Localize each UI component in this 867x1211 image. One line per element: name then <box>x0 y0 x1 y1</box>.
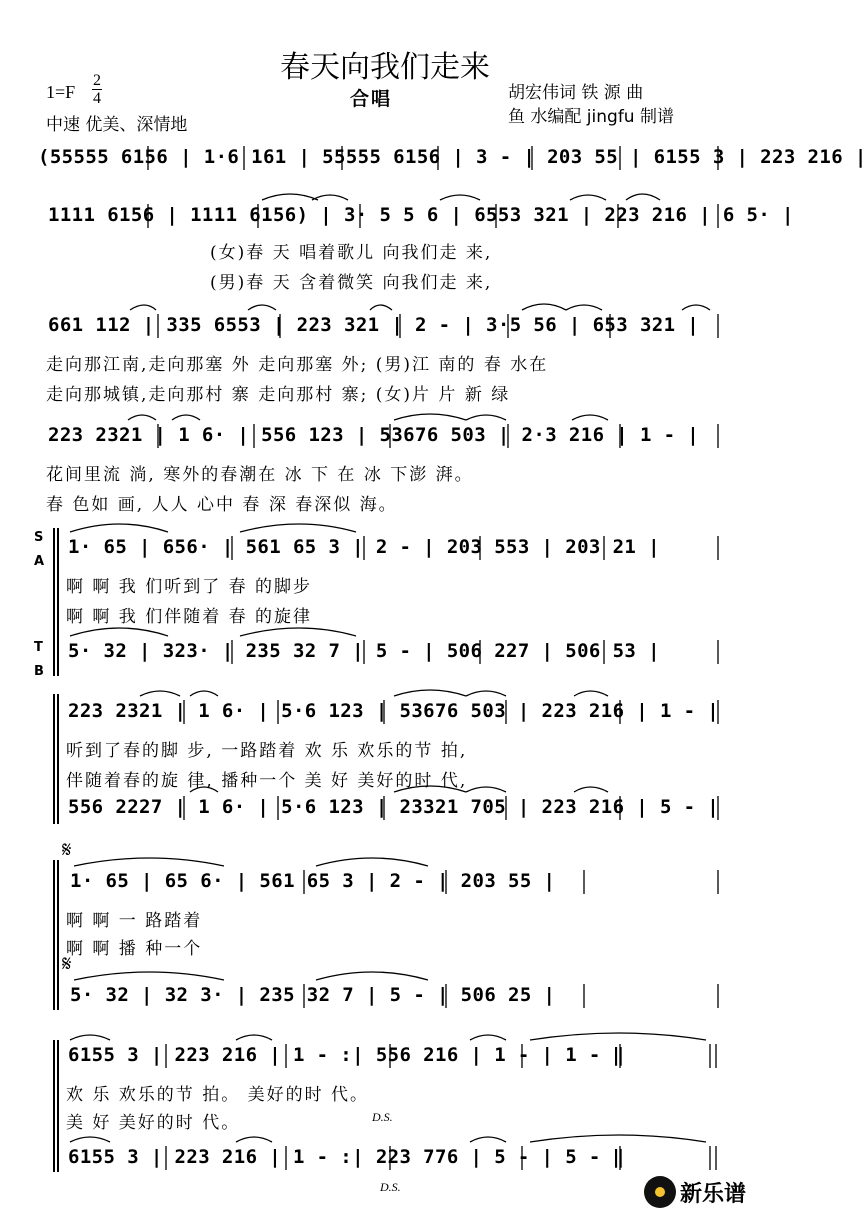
part-label-tenor: T <box>34 640 43 655</box>
credit-composers: 胡宏伟词 铁 源 曲 <box>508 83 644 103</box>
system5-lyric1: 啊 啊 我 们听到了 春 的脚步 <box>66 577 313 597</box>
system2-notes: 1111 6156 | 1111 6156) | 3· 5 5 6 | 6553 321 | 223 216 | 6 5· | <box>48 204 794 226</box>
score-title: 春天向我们走来 <box>280 50 490 85</box>
slur <box>128 415 156 420</box>
slur <box>70 628 168 636</box>
system4-lyric1: 花间里流 淌, 寒外的春潮在 冰 下 在 冰 下澎 湃。 <box>46 465 474 485</box>
slur <box>570 195 606 200</box>
system5-upper-notes: 1· 65 | 656· | 561 65 3 | 2 - | 203 553 | 203 21 | <box>68 536 660 558</box>
system-bracket <box>54 694 58 824</box>
time-signature-top: 2 <box>93 72 101 89</box>
segno-upper: 𝄋 <box>62 838 72 863</box>
segno-lower: 𝄋 <box>62 952 72 977</box>
slur <box>440 195 480 200</box>
system3-lyric2: 走向那城镇,走向那村 寨 走向那村 寨; (女)片 片 新 绿 <box>46 385 511 405</box>
system3-lyric1: 走向那江南,走向那塞 外 走向那塞 外; (男)江 南的 春 水在 <box>46 355 549 375</box>
record-disc-icon <box>644 1176 676 1208</box>
slur <box>572 415 608 420</box>
dal-segno-mark-bottom: D.S. <box>380 1180 401 1194</box>
system7-lower-notes: 5· 32 | 32 3· | 235 32 7 | 5 - | 506 25 | <box>70 984 556 1006</box>
slur <box>240 628 356 636</box>
system-bracket <box>54 860 58 1010</box>
site-logo <box>644 1176 746 1208</box>
time-signature-bottom: 4 <box>93 90 101 107</box>
slur <box>566 305 602 310</box>
system4-notes: 223 2321 | 1 6· | 556 123 | 53676 503 | 2·3 216 | 1 - | <box>48 424 700 446</box>
system1-notes: (55555 6156 | 1·6 161 | 55555 6156 | 3 - | 203 55 | 6155 3 | 223 216 | <box>38 146 867 168</box>
system2-lyric-men: (男)春 天 含着微笑 向我们走 来, <box>210 273 493 293</box>
system2-lyric-women: (女)春 天 唱着歌儿 向我们走 来, <box>210 243 493 263</box>
system7-upper-notes: 1· 65 | 65 6· | 561 65 3 | 2 - | 203 55 | <box>70 870 556 892</box>
system5-lower-notes: 5· 32 | 323· | 235 32 7 | 5 - | 506 227 | 506 53 | <box>68 640 660 662</box>
slur <box>682 305 710 310</box>
system6-lower-notes: 556 2227 | 1 6· | 5·6 123 | 23321 705 | 223 216 | 5 - | <box>68 796 720 818</box>
system8-lyric1: 欢 乐 欢乐的节 拍。 美好的时 代。 <box>66 1085 370 1105</box>
slur <box>394 414 466 420</box>
slur <box>172 415 200 420</box>
part-label-bass: B <box>34 664 44 679</box>
slur <box>574 787 608 792</box>
slur <box>316 858 428 866</box>
slur <box>394 690 466 696</box>
part-label-soprano: S <box>34 530 44 545</box>
slur <box>470 1137 506 1142</box>
system8-lower-notes: 6155 3 | 223 216 | 1 - :| 223 776 | 5 - | 5 - ‖ <box>68 1146 625 1168</box>
slur <box>530 1135 706 1142</box>
system-bracket <box>54 1040 58 1172</box>
system8-lyric2: 美 好 美好的时 代。 <box>66 1113 241 1133</box>
slur <box>74 858 224 866</box>
system7-lyric1: 啊 啊 一 路踏着 <box>66 911 203 931</box>
slur <box>74 972 224 980</box>
system6-upper-notes: 223 2321 | 1 6· | 5·6 123 | 53676 503 | 223 216 | 1 - | <box>68 700 720 722</box>
slur <box>466 415 506 420</box>
slur <box>574 691 608 696</box>
score-subtitle: 合唱 <box>350 88 393 110</box>
system6-lyric2: 伴随着春的旋 律, 播种一个 美 好 美好的时 代, <box>66 771 468 791</box>
dal-segno-mark: D.S. <box>372 1110 393 1124</box>
slur <box>470 1035 506 1040</box>
system6-lyric1: 听到了春的脚 步, 一路踏着 欢 乐 欢乐的节 拍, <box>66 741 468 761</box>
slur <box>370 305 392 310</box>
slur <box>248 305 276 310</box>
system5-lyric2: 啊 啊 我 们伴随着 春 的旋律 <box>66 607 313 627</box>
system4-lyric2: 春 色如 画, 人人 心中 春 深 春深似 海。 <box>46 495 398 515</box>
system3-notes: 661 112 | 335 6553 | 223 321 | 2 - | 3·5 56 | 653 321 | <box>48 314 700 336</box>
slur <box>262 194 318 200</box>
slur <box>316 972 428 980</box>
slur <box>236 1035 272 1040</box>
slur <box>522 304 566 310</box>
slur <box>626 194 660 200</box>
system7-lyric2: 啊 啊 播 种一个 <box>66 939 203 959</box>
logo-text: 新乐谱 <box>680 1181 747 1207</box>
slur <box>70 1137 110 1142</box>
part-label-alto: A <box>34 554 45 569</box>
credit-arranger: 鱼 水编配 jingfu 制谱 <box>508 107 674 127</box>
slur <box>530 1033 706 1040</box>
system8-upper-notes: 6155 3 | 223 216 | 1 - :| 556 216 | 1 - | 1 - ‖ <box>68 1044 625 1066</box>
slur <box>190 691 218 696</box>
slur <box>236 1137 272 1142</box>
slur <box>70 1035 110 1040</box>
slur <box>466 691 506 696</box>
slur <box>70 524 168 532</box>
slur <box>130 305 156 310</box>
slur <box>466 787 506 792</box>
system-bracket <box>54 528 58 676</box>
tempo-marking: 中速 优美、深情地 <box>46 115 188 135</box>
slur <box>240 524 356 532</box>
key-signature: 1=F <box>46 82 76 102</box>
slur <box>140 691 180 696</box>
